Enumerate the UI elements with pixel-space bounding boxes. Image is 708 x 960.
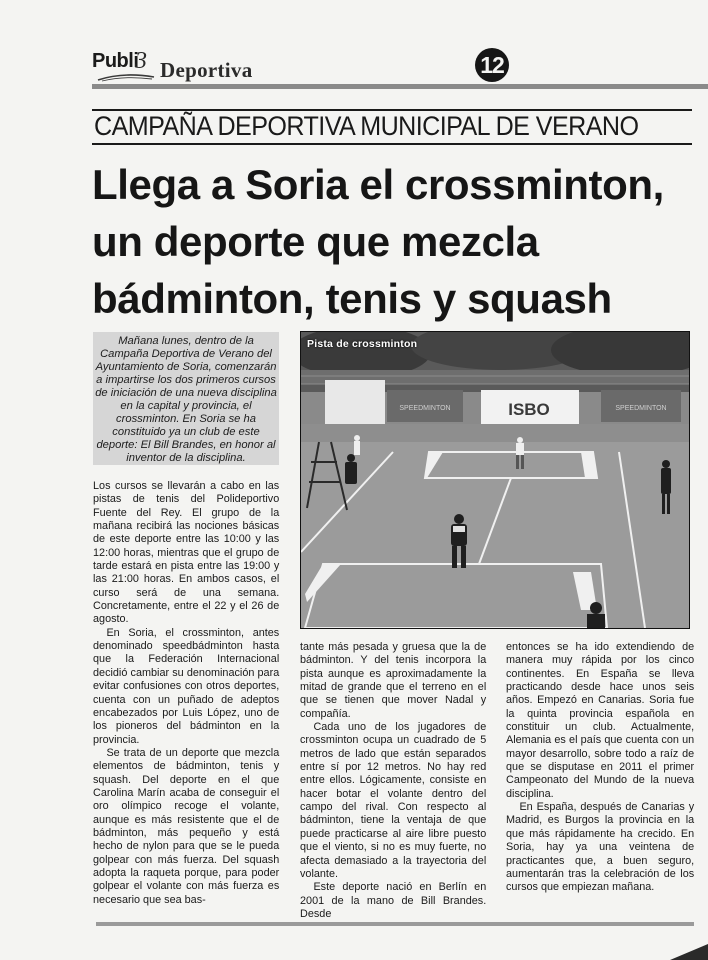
article-photo — [300, 331, 690, 629]
banner-speed-left: SPEEDMINTON — [399, 405, 451, 412]
body-column-3 — [506, 641, 694, 895]
paragraph: En Soria, el crossminton, antes denominado speedbádminton hasta que la Federación Internacional decidió cambiar su denominación para evitar confusiones con otros deportes, cuenta con un puñado de adeptos encabezados por Luis López, uno de los pioneros del bádminton en la provincia. — [93, 626, 280, 746]
headline: Llega a Soria el crossminton, un deporte que mezcla bádminton, tenis y squash — [92, 161, 664, 322]
body-column-2 — [300, 641, 486, 921]
paragraph: entonces se ha ido extendiendo de manera muy rápida por los cinco continentes. En España se lleva practicando desde hace unos seis años. Empezó en Canarias. Soria fue la quinta provincia española en constituir un club. Actualmente, Alemania es el país que cuenta con un mayor desarrollo, sobre todo a raíz de que se disputase en 2011 el primer Campeonato del Mundo de la nueva disciplina. — [506, 641, 695, 800]
paragraph: tante más pesada y gruesa que la de bádminton. Y del tenis incorpora la pista aunque es aproximadamente la mitad de grande que el terreno en el que se tienen que mover Nadal y compañía. — [300, 641, 487, 720]
paragraph: En España, después de Canarias y Madrid, es Burgos la provincia en la que más rápidamente ha crecido. En Soria, hay ya una veintena de practicantes que, a buen seguro, aumentarán tras la celebración de los cursos que empiezan mañana. — [506, 801, 695, 894]
photo-caption: Pista de crossminton — [307, 338, 418, 350]
paragraph: Los cursos se llevarán a cabo en las pistas de tenis del Polideportivo Fuente del Rey. El grupo de la mañana recibirá las nociones básicas de este deporte entre las 10:00 y las 12:00 horas, mientras que el grupo de tarde estará en pista entre las 19:00 y las 21:00 horas. En ambos casos, el curso será de una semana. Concretamente, entre el 22 y el 26 de agosto. — [93, 480, 280, 626]
kicker-title: CAMPAÑA DEPORTIVA MUNICIPAL DE VERANO — [94, 111, 639, 141]
footer-rule — [96, 922, 694, 926]
body-column-1 — [93, 480, 279, 907]
section-name: Deportiva — [160, 58, 253, 82]
banner-isbo: ISBO — [508, 400, 550, 419]
paragraph: Cada uno de los jugadores de crossminton ocupa un cuadrado de 5 metros de lado que están separados entre sí por 12 metros. No hay red entre ellos. Lógicamente, consiste en hacer botar el volante dentro del campo del rival. Con respecto al bádminton, tiene la ventaja de que puede practicarse al aire libre puesto que el viento, si no es muy fuerte, no afecta demasiado a la trayectoria del volante. — [300, 721, 487, 880]
paragraph: Se trata de un deporte que mezcla elementos de bádminton, tenis y squash. Del deporte en el que Carolina Marín acaba de conseguir el oro olímpico recoge el volante, aunque es más resistente que el de bádminton, más pequeño y está hecho de nylon para que se le pueda golpear con más fuerza. Del squash adopta la raqueta porque, para poder golpear el volante con más fuerza es necesario que sea bas- — [93, 746, 280, 906]
masthead-rule — [92, 84, 708, 89]
logo-three: 3 — [135, 48, 147, 74]
court-photo-illustration — [301, 332, 689, 628]
page-curl-icon — [658, 942, 708, 960]
banner-speed-right: SPEEDMINTON — [615, 405, 667, 412]
logo-publi: Publi — [92, 50, 139, 72]
page-number-badge: 12 — [475, 48, 509, 82]
lead-box: Mañana lunes, dentro de la Campaña Deportiva de Verano del Ayuntamiento de Soria, comenzarán a impartirse los dos primeros cursos de iniciación de una nueva disciplina en la capital y provincia, el crossminton. En Soria se ha constituido ya un club de este deporte: El Bill Brandes, en honor al inventor de la disciplina. — [93, 332, 279, 465]
paragraph: Este deporte nació en Berlín en 2001 de la mano de Bill Brandes. Desde — [300, 881, 487, 920]
kicker-rule-bottom — [92, 143, 692, 145]
logo-swoosh-icon — [96, 72, 156, 82]
